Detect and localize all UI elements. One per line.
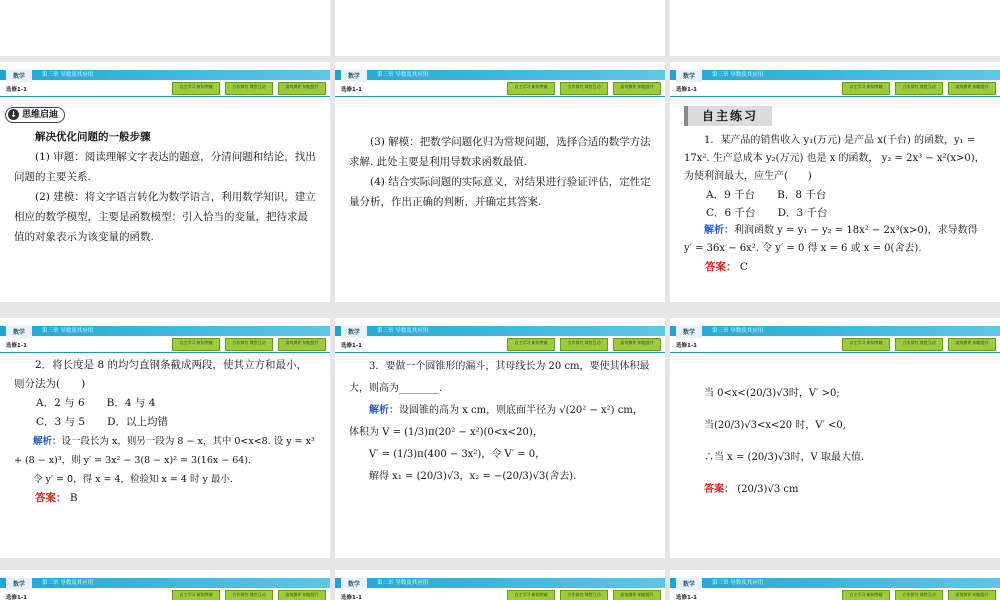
analysis-line: 令 y′ = 0，得 x = 4，检验知 x = 4 时 y 最小. xyxy=(33,474,233,485)
nav-button-evaluate[interactable]: 高效测评 知能提升 xyxy=(278,590,326,600)
analysis-text: 设圆锥的高为 x cm，则底面半径为 √(20² − x²) cm， xyxy=(399,405,643,416)
header-rule xyxy=(335,352,665,353)
slide-header xyxy=(670,578,1000,600)
paragraph: (1) 审题：阅读理解文字表达的题意，分清问题和结论，找出问题的主要关系. xyxy=(14,150,316,183)
slide-top-right xyxy=(670,0,1000,56)
slide-practice-1[interactable] xyxy=(670,62,1000,302)
analysis-line: V′ = (1/3)π(400 − 3x²)，令 V′ = 0， xyxy=(369,449,546,460)
slide-header xyxy=(335,70,665,100)
subject-tab: 数学 xyxy=(341,578,367,590)
answer xyxy=(670,258,1000,276)
header-rule xyxy=(335,96,665,97)
nav-button-cooperate[interactable]: 合作探究 课堂互动 xyxy=(225,82,273,95)
slide-practice-2[interactable] xyxy=(0,318,330,558)
slide-header xyxy=(0,578,330,600)
nav-button-self-study[interactable]: 自主学习 新知突破 xyxy=(172,338,220,351)
chapter-title: 第三章 导数及其应用 xyxy=(712,328,764,334)
nav-button-cooperate[interactable]: 合作探究 课堂互动 xyxy=(560,590,608,600)
nav-button-cooperate[interactable]: 合作探究 课堂互动 xyxy=(895,82,943,95)
option-d[interactable]: D．3 千台 xyxy=(777,207,828,219)
slide-bottom-left[interactable] xyxy=(0,570,330,600)
slide-thinking[interactable] xyxy=(0,62,330,302)
course-label: 选修1-1 xyxy=(341,343,362,349)
slide-header xyxy=(335,578,665,600)
slide-bottom-right[interactable] xyxy=(670,570,1000,600)
header-rule xyxy=(0,352,330,353)
answer-label: 答案： xyxy=(35,492,67,504)
analysis-line: 体积为 V = (1/3)π(20² − x²)(0<x<20)， xyxy=(349,427,543,438)
subject-tab: 数学 xyxy=(341,70,367,82)
nav-button-evaluate[interactable]: 高效测评 知能提升 xyxy=(948,82,996,95)
nav-button-cooperate[interactable]: 合作探究 课堂互动 xyxy=(560,338,608,351)
chapter-title: 第三章 导数及其应用 xyxy=(377,328,429,334)
slide-bottom-middle[interactable] xyxy=(335,570,665,600)
subject-tab: 数学 xyxy=(6,578,32,590)
options-row xyxy=(670,186,1000,204)
nav-button-self-study[interactable]: 自主学习 新知突破 xyxy=(842,82,890,95)
paragraph: (2) 建模：将文字语言转化为数学语言，利用数学知识，建立相应的数学模型，主要是函数模型：引入恰当的变量，把待求最值的对象表示为该变量的函数. xyxy=(14,190,316,243)
analysis xyxy=(0,432,330,470)
analysis-line: 当(20/3)√3<x<20 时，V′ <0, xyxy=(704,420,846,431)
analysis-label: 解析： xyxy=(704,225,734,236)
subject-tab: 数学 xyxy=(6,326,32,338)
paragraph: (3) 解模：把数学问题化归为常规问题，选择合适的数学方法求解. 此处主要是利用导数求函数最值. xyxy=(349,136,651,168)
question-text: 1．某产品的销售收入 y₁(万元) 是产品 x(千台) 的函数，y₁ = 17x². 生产总成本 y₂(万元) 也是 x 的函数， y₂ = 2x³ − x²(x>0)，为使利润最大，应生产( ) xyxy=(684,135,985,182)
course-label: 选修1-1 xyxy=(6,595,27,600)
nav-button-self-study[interactable]: 自主学习 新知突破 xyxy=(842,338,890,351)
subject-tab: 数学 xyxy=(341,326,367,338)
analysis-line: ∴当 x = (20/3)√3时，V 取最大值. xyxy=(704,452,865,463)
nav-button-self-study[interactable]: 自主学习 新知突破 xyxy=(507,590,555,600)
slide-top-left xyxy=(0,0,330,56)
option-c[interactable]: C．6 千台 xyxy=(706,207,756,219)
slide-header xyxy=(0,70,330,100)
answer-value: (20/3)√3 cm xyxy=(737,484,799,495)
course-label: 选修1-1 xyxy=(341,87,362,93)
course-label: 选修1-1 xyxy=(676,87,697,93)
subject-tab: 数学 xyxy=(676,70,702,82)
option-d[interactable]: D．以上均错 xyxy=(107,416,168,428)
subject-tab: 数学 xyxy=(6,70,32,82)
answer xyxy=(0,489,330,508)
nav-button-evaluate[interactable]: 高效测评 知能提升 xyxy=(948,590,996,600)
nav-button-evaluate[interactable]: 高效测评 知能提升 xyxy=(613,82,661,95)
answer-value: B xyxy=(69,492,78,504)
header-rule xyxy=(0,96,330,97)
course-label: 选修1-1 xyxy=(6,343,27,349)
options-row xyxy=(0,413,330,432)
chapter-title: 第三章 导数及其应用 xyxy=(377,580,429,586)
analysis-text: 设一段长为 x，则另一段为 8 − x，其中 0<x<8. 设 y = x³ + (8 − x)³，则 y′ = 3x² − 3(8 − x)² = 3(16x − 64). xyxy=(14,436,315,466)
nav-button-cooperate[interactable]: 合作探究 课堂互动 xyxy=(225,590,273,600)
course-label: 选修1-1 xyxy=(676,595,697,600)
nav-button-evaluate[interactable]: 高效测评 知能提升 xyxy=(948,338,996,351)
course-label: 选修1-1 xyxy=(341,595,362,600)
nav-button-self-study[interactable]: 自主学习 新知突破 xyxy=(507,82,555,95)
analysis xyxy=(335,400,665,422)
option-b[interactable]: B．8 千台 xyxy=(777,189,827,201)
answer-label: 答案： xyxy=(704,484,734,495)
option-a[interactable]: A．2 与 6 xyxy=(36,397,85,409)
nav-button-cooperate[interactable]: 合作探究 课堂互动 xyxy=(225,338,273,351)
chapter-title: 第三章 导数及其应用 xyxy=(712,580,764,586)
question-text: 2．将长度是 8 的均匀直钢条截成两段，使其立方和最小，则分法为( ) xyxy=(14,359,308,390)
analysis xyxy=(670,222,1000,258)
nav-button-self-study[interactable]: 自主学习 新知突破 xyxy=(507,338,555,351)
nav-button-evaluate[interactable]: 高效测评 知能提升 xyxy=(278,82,326,95)
answer-value: C xyxy=(739,261,748,273)
options-row xyxy=(670,204,1000,222)
course-label: 选修1-1 xyxy=(6,87,27,93)
chapter-title: 第三章 导数及其应用 xyxy=(42,72,94,78)
slide-header xyxy=(0,326,330,356)
slide-steps[interactable] xyxy=(335,62,665,302)
slide-header xyxy=(670,326,1000,356)
slide-practice-3[interactable] xyxy=(335,318,665,558)
subject-tab: 数学 xyxy=(676,578,702,590)
option-b[interactable]: B．4 与 4 xyxy=(106,397,156,409)
analysis-line: 当 0<x<(20/3)√3时，V′ >0; xyxy=(704,388,840,399)
slide-practice-3-cont[interactable] xyxy=(670,318,1000,558)
thinking-badge xyxy=(5,107,65,123)
chapter-title: 第三章 导数及其应用 xyxy=(42,328,94,334)
nav-button-evaluate[interactable]: 高效测评 知能提升 xyxy=(613,590,661,600)
chapter-title: 第三章 导数及其应用 xyxy=(377,72,429,78)
slide-header xyxy=(670,70,1000,100)
slide-header xyxy=(335,326,665,356)
header-rule xyxy=(670,352,1000,353)
nav-button-self-study[interactable]: 自主学习 新知突破 xyxy=(172,82,220,95)
subject-tab: 数学 xyxy=(676,326,702,338)
chapter-title: 第三章 导数及其应用 xyxy=(42,580,94,586)
nav-button-evaluate[interactable]: 高效测评 知能提升 xyxy=(278,338,326,351)
header-rule xyxy=(670,96,1000,97)
section-title: 解决优化问题的一般步骤 xyxy=(35,130,151,143)
nav-button-cooperate[interactable]: 合作探究 课堂互动 xyxy=(895,590,943,600)
arrow-down-icon: ↓ xyxy=(8,109,19,120)
paragraph: (4) 结合实际问题的实际意义，对结果进行验证评估，定性定量分析，作出正确的判断，并确定其答案. xyxy=(349,176,651,208)
nav-button-evaluate[interactable]: 高效测评 知能提升 xyxy=(613,338,661,351)
slide-top-middle xyxy=(335,0,665,56)
analysis-label: 解析： xyxy=(33,436,62,447)
answer-label: 答案： xyxy=(705,261,737,273)
answer xyxy=(670,474,1000,506)
analysis-line: 解得 x₁ = (20/3)√3，x₂ = −(20/3)√3(舍去). xyxy=(369,471,577,482)
option-a[interactable]: A．9 千台 xyxy=(706,189,756,201)
section-heading: 自主练习 xyxy=(684,106,772,126)
badge-label: 思维启迪 xyxy=(22,109,59,120)
analysis-label: 解析： xyxy=(369,405,399,416)
nav-button-self-study[interactable]: 自主学习 新知突破 xyxy=(842,590,890,600)
options-row xyxy=(0,394,330,413)
chapter-title: 第三章 导数及其应用 xyxy=(712,72,764,78)
nav-button-cooperate[interactable]: 合作探究 课堂互动 xyxy=(560,82,608,95)
course-label: 选修1-1 xyxy=(676,343,697,349)
option-c[interactable]: C．3 与 5 xyxy=(36,416,86,428)
question-text: 3．要做一个圆锥形的漏斗，其母线长为 20 cm，要使其体积最大，则高为________. xyxy=(349,361,650,394)
analysis-text: 利润函数 y = y₁ − y₂ = 18x² − 2x³(x>0)，求导数得 y′ = 36x − 6x². 令 y′ = 0 得 x = 6 或 x = 0(舍去). xyxy=(684,225,978,254)
nav-button-cooperate[interactable]: 合作探究 课堂互动 xyxy=(895,338,943,351)
nav-button-self-study[interactable]: 自主学习 新知突破 xyxy=(172,590,220,600)
